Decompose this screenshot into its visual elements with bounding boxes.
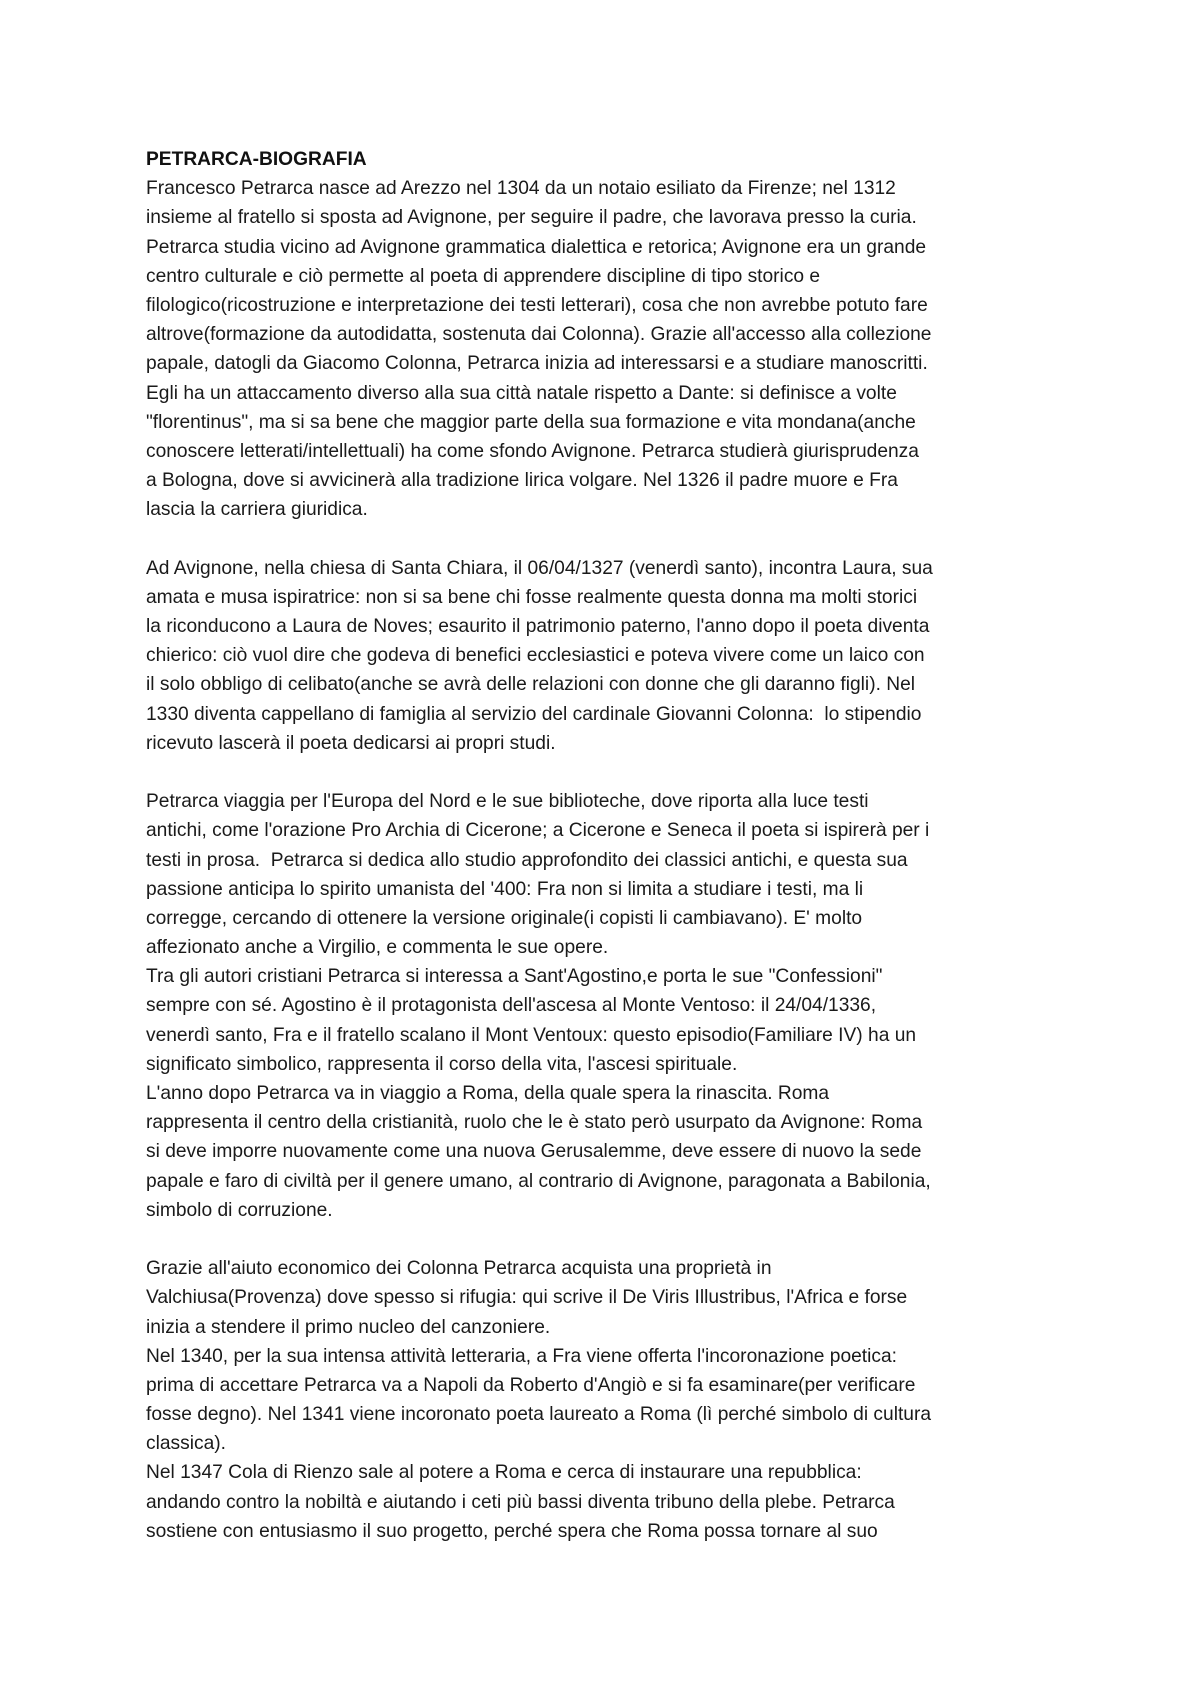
text-line: Francesco Petrarca nasce ad Arezzo nel 1304 da un notaio esiliato da Firenze; nel 1312 [146, 178, 896, 200]
text-line: ricevuto lascerà il poeta dedicarsi ai propri studi. [146, 732, 556, 754]
text-line: corregge, cercando di ottenere la versione originale(i copisti li cambiavano). E' molto [146, 907, 863, 929]
text-line: significato simbolico, rappresenta il corso della vita, l'ascesi spirituale. [146, 1053, 738, 1075]
document-title: PETRARCA-BIOGRAFIA [146, 149, 367, 170]
text-line: "florentinus", ma si sa bene che maggior parte della sua formazione e vita mondana(anche [146, 411, 916, 433]
text-line: Egli ha un attaccamento diverso alla sua città natale rispetto a Dante: si definisce a volte [146, 382, 897, 404]
text-line: filologico(ricostruzione e interpretazione dei testi letterari), cosa che non avrebbe potuto fare [146, 294, 928, 316]
document-body [146, 145, 1086, 1546]
text-line: Valchiusa(Provenza) dove spesso si rifugia: qui scrive il De Viris Illustribus, l'Africa e forse [146, 1287, 908, 1309]
text-line: altrove(formazione da autodidatta, sostenuta dai Colonna). Grazie all'accesso alla collezione [146, 324, 932, 346]
text-line: la riconducono a Laura de Noves; esaurito il patrimonio paterno, l'anno dopo il poeta diventa [146, 616, 930, 637]
text-line: chierico: ciò vuol dire che godeva di benefici ecclesiastici e poteva vivere come un laico con [146, 645, 925, 667]
paragraph-break [146, 524, 1086, 553]
text-line: lascia la carriera giuridica. [146, 499, 368, 521]
text-line: sostiene con entusiasmo il suo progetto, perché spera che Roma possa tornare al suo [146, 1520, 878, 1542]
text-line: conoscere letterati/intellettuali) ha come sfondo Avignone. Petrarca studierà giurisprudenza [146, 440, 919, 462]
paragraph-break [146, 1225, 1086, 1254]
text-line: Nel 1340, per la sua intensa attività letteraria, a Fra viene offerta l'incoronazione poetica: [146, 1345, 897, 1367]
text-line: prima di accettare Petrarca va a Napoli da Roberto d'Angiò e si fa esaminare(per verificare [146, 1374, 916, 1396]
document-text [146, 174, 1086, 1546]
text-line: simbolo di corruzione. [146, 1199, 333, 1221]
text-line: Ad Avignone, nella chiesa di Santa Chiara, il 06/04/1327 (venerdì santo), incontra Laura, sua [146, 557, 933, 579]
text-line: Nel 1347 Cola di Rienzo sale al potere a Roma e cerca di instaurare una repubblica: [146, 1462, 862, 1484]
text-line: amata e musa ispiratrice: non si sa bene chi fosse realmente questa donna ma molti storici [146, 586, 918, 608]
text-line: L'anno dopo Petrarca va in viaggio a Roma, della quale spera la rinascita. Roma [146, 1083, 830, 1104]
text-line: venerdì santo, Fra e il fratello scalano il Mont Ventoux: questo episodio(Familiare IV) ha un [146, 1024, 917, 1046]
text-line: affezionato anche a Virgilio, e commenta le sue opere. [146, 937, 609, 959]
text-line: Petrarca studia vicino ad Avignone grammatica dialettica e retorica; Avignone era un grande [146, 236, 927, 258]
text-line: centro culturale e ciò permette al poeta di apprendere discipline di tipo storico e [146, 265, 821, 287]
text-line: inizia a stendere il primo nucleo del canzoniere. [146, 1316, 551, 1338]
text-line: rappresenta il centro della cristianità, ruolo che le è stato però usurpato da Avignone: Roma [146, 1112, 923, 1134]
text-line: 1330 diventa cappellano di famiglia al servizio del cardinale Giovanni Colonna: lo stipendio [146, 703, 922, 725]
text-line: Tra gli autori cristiani Petrarca si interessa a Sant'Agostino,e porta le sue "Confessioni" [146, 966, 883, 988]
text-line: antichi, come l'orazione Pro Archia di Cicerone; a Cicerone e Seneca il poeta si ispirerà per i [146, 820, 930, 842]
text-line: passione anticipa lo spirito umanista del '400: Fra non si limita a studiare i testi, ma li [146, 878, 864, 900]
paragraph-break [146, 758, 1086, 787]
text-line: papale, datogli da Giacomo Colonna, Petrarca inizia ad interessarsi e a studiare manoscritti. [146, 353, 928, 375]
text-line: Grazie all'aiuto economico dei Colonna Petrarca acquista una proprietà in [146, 1258, 772, 1280]
text-line: insieme al fratello si sposta ad Avignone, per seguire il padre, che lavorava presso la curia. [146, 207, 917, 229]
text-line: si deve imporre nuovamente come una nuova Gerusalemme, deve essere di nuovo la sede [146, 1141, 922, 1163]
text-line: fosse degno). Nel 1341 viene incoronato poeta laureato a Roma (lì perché simbolo di cultura [146, 1404, 932, 1426]
text-line: papale e faro di civiltà per il genere umano, al contrario di Avignone, paragonata a Babilonia, [146, 1170, 931, 1192]
text-line: testi in prosa. Petrarca si dedica allo studio approfondito dei classici antichi, e questa sua [146, 849, 908, 871]
text-line: a Bologna, dove si avvicinerà alla tradizione lirica volgare. Nel 1326 il padre muore e Fra [146, 470, 898, 492]
text-line: Petrarca viaggia per l'Europa del Nord e le sue biblioteche, dove riporta alla luce testi [146, 791, 869, 813]
text-line: il solo obbligo di celibato(anche se avrà delle relazioni con donne che gli daranno figli). Nel [146, 674, 916, 696]
text-line: classica). [146, 1433, 226, 1455]
text-line: andando contro la nobiltà e aiutando i ceti più bassi diventa tribuno della plebe. Petrarca [146, 1491, 895, 1513]
text-line: sempre con sé. Agostino è il protagonista dell'ascesa al Monte Ventoso: il 24/04/1336, [146, 995, 877, 1017]
